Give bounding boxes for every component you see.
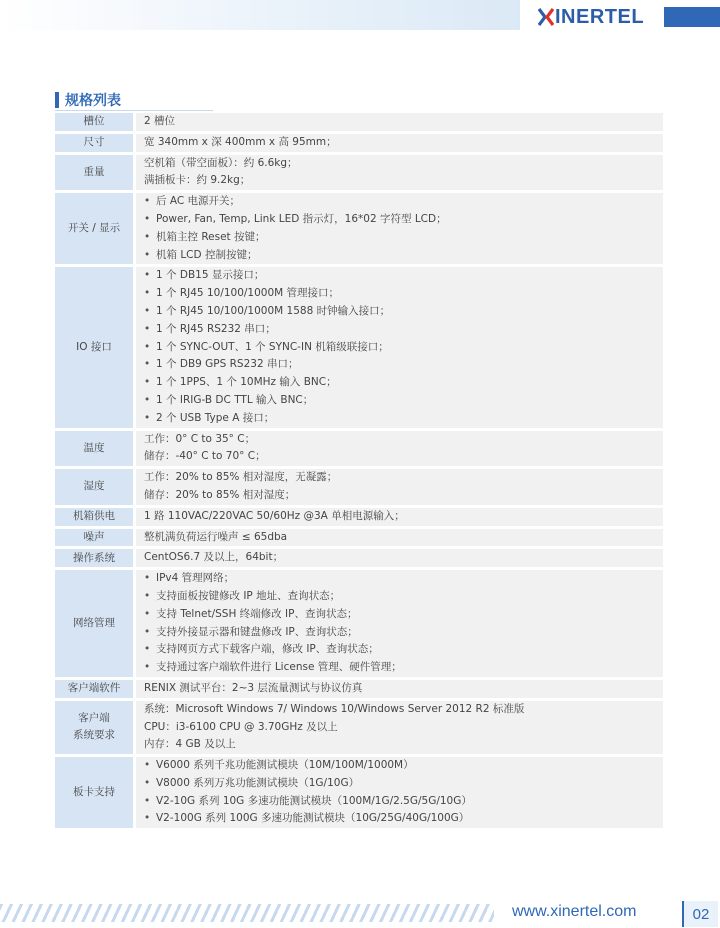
spec-bullet-line: • 1 个 1PPS、1 个 10MHz 输入 BNC；: [144, 374, 663, 392]
spec-label: 噪声: [55, 529, 133, 547]
spec-bullet-line: • V8000 系列万兆功能测试模块（1G/10G）: [144, 775, 663, 793]
website-link[interactable]: www.xinertel.com: [512, 903, 637, 920]
spec-row: [55, 431, 663, 467]
spec-value: [136, 193, 663, 264]
spec-value: [136, 508, 663, 526]
spec-label: 温度: [55, 431, 133, 467]
spec-row: [55, 570, 663, 677]
spec-line: RENIX 测试平台：2~3 层流量测试与协议仿真: [144, 681, 363, 694]
spec-label: 操作系统: [55, 549, 133, 567]
spec-line: 1 路 110VAC/220VAC 50/60Hz @3A 单相电源输入；: [144, 509, 405, 522]
logo-x-mark: [538, 8, 554, 26]
spec-row: [55, 680, 663, 698]
spec-bullet-line: • 机箱 LCD 控制按键；: [144, 247, 663, 265]
spec-value: [136, 529, 663, 547]
spec-bullet-line: • IPv4 管理网络；: [144, 570, 663, 588]
spec-row: [55, 155, 663, 191]
spec-bullet-line: • 支持网页方式下载客户端，修改 IP、查询状态；: [144, 641, 663, 659]
spec-table: [55, 113, 663, 828]
section-title-text: 规格列表: [65, 93, 121, 109]
spec-line: CentOS6.7 及以上，64bit；: [144, 551, 284, 564]
spec-bullet-line: • 机箱主控 Reset 按键；: [144, 229, 663, 247]
spec-value: [136, 155, 663, 191]
section-title: [55, 90, 121, 110]
spec-bullet-line: • 1 个 RJ45 10/100/1000M 1588 时钟输入接口；: [144, 303, 663, 321]
spec-row: [55, 757, 663, 828]
spec-bullet-line: • 后 AC 电源开关；: [144, 193, 663, 211]
spec-label: 机箱供电: [55, 508, 133, 526]
spec-value: [136, 113, 663, 131]
header-band: [0, 0, 520, 30]
spec-label: 湿度: [55, 469, 133, 505]
spec-row: [55, 549, 663, 567]
spec-bullet-line: • 支持 Telnet/SSH 终端修改 IP、查询状态；: [144, 606, 663, 624]
spec-label: 网络管理: [55, 570, 133, 677]
brand-logo: [538, 5, 644, 29]
spec-row: [55, 113, 663, 131]
spec-row: [55, 508, 663, 526]
spec-value: [136, 701, 663, 754]
spec-bullet-line: • 1 个 DB15 显示接口；: [144, 267, 663, 285]
spec-value: [136, 431, 663, 467]
spec-label: IO 接口: [55, 267, 133, 427]
spec-line: 系统：Microsoft Windows 7/ Windows 10/Windows Server 2012 R2 标准版: [144, 702, 525, 715]
spec-bullet-line: • V6000 系列千兆功能测试模块（10M/100M/1000M）: [144, 757, 663, 775]
spec-bullet-line: • 1 个 RJ45 10/100/1000M 管理接口；: [144, 285, 663, 303]
spec-label: 重量: [55, 155, 133, 191]
spec-label: 板卡支持: [55, 757, 133, 828]
spec-line: 满插板卡：约 9.2kg；: [144, 174, 251, 187]
spec-line: 宽 340mm x 深 400mm x 高 95mm；: [144, 135, 337, 148]
spec-bullet-line: • Power, Fan, Temp, Link LED 指示灯，16*02 字符型 LCD；: [144, 211, 663, 229]
spec-value: [136, 134, 663, 152]
spec-line: 整机满负荷运行噪声 ≤ 65dba: [144, 530, 288, 543]
spec-bullet-line: • 1 个 SYNC-OUT、1 个 SYNC-IN 机箱级联接口；: [144, 339, 663, 357]
spec-line: 空机箱（带空面板）：约 6.6kg；: [144, 156, 298, 169]
spec-line: 内存：4 GB 及以上: [144, 738, 236, 751]
spec-value: [136, 549, 663, 567]
spec-value: [136, 570, 663, 677]
page-number: 02: [682, 901, 718, 927]
spec-row: [55, 701, 663, 754]
title-bar-marker: [55, 92, 59, 108]
spec-label: 客户端 系统要求: [55, 701, 133, 754]
spec-label: 尺寸: [55, 134, 133, 152]
spec-bullet-line: • V2-100G 系列 100G 多速功能测试模块（10G/25G/40G/100G）: [144, 810, 663, 828]
spec-row: [55, 193, 663, 264]
footer-stripes: [0, 904, 494, 922]
spec-bullet-line: • V2-10G 系列 10G 多速功能测试模块（100M/1G/2.5G/5G/10G）: [144, 793, 663, 811]
spec-label: 客户端软件: [55, 680, 133, 698]
spec-line: CPU：i3-6100 CPU @ 3.70GHz 及以上: [144, 720, 338, 733]
spec-row: [55, 529, 663, 547]
spec-bullet-line: • 1 个 DB9 GPS RS232 串口；: [144, 356, 663, 374]
spec-value: [136, 267, 663, 427]
spec-bullet-line: • 支持通过客户端软件进行 License 管理、硬件管理；: [144, 659, 663, 677]
title-underline: [55, 110, 213, 111]
spec-bullet-line: • 1 个 IRIG-B DC TTL 输入 BNC；: [144, 392, 663, 410]
spec-value: [136, 680, 663, 698]
spec-bullet-line: • 支持外接显示器和键盘修改 IP、查询状态；: [144, 624, 663, 642]
header-accent-block: [664, 7, 720, 27]
spec-line: 工作：20% to 85% 相对湿度，无凝露；: [144, 471, 338, 484]
spec-label: 开关 / 显示: [55, 193, 133, 264]
spec-bullet-line: • 2 个 USB Type A 接口；: [144, 410, 663, 428]
spec-row: [55, 267, 663, 427]
spec-label: 槽位: [55, 113, 133, 131]
spec-bullet-line: • 支持面板按键修改 IP 地址、查询状态；: [144, 588, 663, 606]
spec-line: 工作：0° C to 35° C；: [144, 432, 256, 445]
logo-text: INERTEL: [555, 5, 645, 28]
spec-row: [55, 469, 663, 505]
spec-line: 储存：20% to 85% 相对湿度；: [144, 488, 296, 501]
spec-line: 2 槽位: [144, 115, 176, 127]
spec-row: [55, 134, 663, 152]
spec-value: [136, 469, 663, 505]
spec-bullet-line: • 1 个 RJ45 RS232 串口；: [144, 321, 663, 339]
spec-line: 储存：-40° C to 70° C；: [144, 450, 266, 463]
spec-value: [136, 757, 663, 828]
